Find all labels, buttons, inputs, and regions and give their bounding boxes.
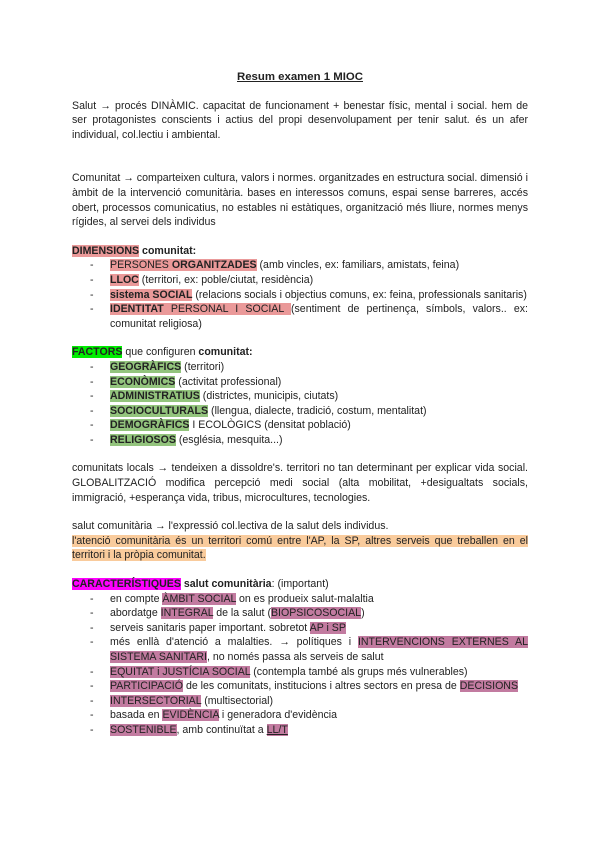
list-item: - INTERSECTORIAL (multisectorial) bbox=[90, 694, 274, 707]
list-item: - SOCIOCULTURALS (llengua, dialecte, tradició, costum, mentalitat) bbox=[90, 404, 427, 417]
atencio-comunitaria-line: l'atenció comunitària és un territori comú entre l'AP, la SP, altres serveis que treballen en el territori i la pròpia comunitat. bbox=[72, 534, 528, 562]
list-item: - serveis sanitaris paper important. sobretot AP i SP bbox=[90, 621, 346, 634]
list-item: - SOSTENIBLE, amb continuïtat a LL/T bbox=[90, 723, 288, 736]
list-item: - basada en EVIDÈNCIA i generadora d'evidència bbox=[90, 709, 338, 722]
salut-comunitaria-line: salut comunitària → l'expressió col.lectiva de la salut dels individus. bbox=[72, 520, 389, 533]
list-item: - PARTICIPACIÓ de les comunitats, institucions i altres sectors en presa de DECISIONS bbox=[90, 680, 519, 693]
locals-paragraph: comunitats locals → tendeixen a dissoldre's. territori no tan determinant per explicar vida social. GLOBALITZACIÓ modifica percepció medi social (alta mobilitat, +desigualtats socials, immigració, +esperança vida, tribus, microcultures, tecnologies. bbox=[72, 462, 528, 504]
salut-paragraph: Salut → procés DINÀMIC. capacitat de funcionament + benestar físic, mental i social. hem de ser protagonistes conscients i actius del propi desenvolupament per tenir salut. és un afer individual, col.lectiu i ambiental. bbox=[72, 99, 528, 141]
list-item: - LLOC (territori, ex: poble/ciutat, residència) bbox=[90, 273, 314, 286]
caracteristiques-heading: CARACTERÍSTIQUES salut comunitària: (important) bbox=[72, 578, 329, 591]
caracteristiques-list bbox=[72, 592, 528, 738]
list-item: - més enllà d'atenció a malalties. → polítiques i INTERVENCIONS EXTERNES AL SISTEMA SANITARI, no només passa als serveis de salut bbox=[90, 636, 528, 663]
list-item: - EQUITAT i JUSTÍCIA SOCIAL (contempla també als grups més vulnerables) bbox=[90, 665, 468, 678]
list-item: - RELIGIOSOS (església, mesquita...) bbox=[90, 433, 283, 446]
list-item: - GEOGRÀFICS (territori) bbox=[90, 360, 225, 373]
list-item: - DEMOGRÀFICS I ECOLÒGICS (densitat població) bbox=[90, 419, 351, 432]
list-item: - ADMINISTRATIUS (districtes, municipis, ciutats) bbox=[90, 390, 339, 403]
factors-heading: FACTORS que configuren comunitat: bbox=[72, 346, 253, 359]
list-item: - ECONÒMICS (activitat professional) bbox=[90, 375, 282, 388]
list-item: - en compte ÀMBIT SOCIAL on es produeix salut-malaltia bbox=[90, 592, 374, 605]
list-item: - IDENTITAT PERSONAL I SOCIAL (sentiment de pertinença, símbols, valors.. ex: comunitat religiosa) bbox=[90, 303, 529, 330]
list-item: - sistema SOCIAL (relacions socials i objectius comuns, ex: feina, professionals sanitaris) bbox=[90, 288, 527, 301]
comunitat-paragraph: Comunitat → comparteixen cultura, valors i normes. organitzades en estructura social. dimensió i àmbit de la intervenció comunitària. bases en interessos comuns, espai sense barreres, accés obert, processos comunicatius, no estables ni estàtiques, organització més lliure, normes menys rígides, al servei dels individus bbox=[72, 172, 528, 229]
list-item: - PERSONES ORGANITZADES (amb vincles, ex: familiars, amistats, feina) bbox=[90, 259, 460, 272]
dimensions-list bbox=[72, 258, 528, 331]
dimensions-heading: DIMENSIONS comunitat: bbox=[72, 244, 197, 257]
list-item: - abordatge INTEGRAL de la salut (BIOPSICOSOCIAL) bbox=[90, 607, 365, 620]
page-title: Resum examen 1 MIOC bbox=[237, 71, 363, 83]
factors-list bbox=[72, 360, 528, 448]
document-page bbox=[72, 70, 528, 738]
